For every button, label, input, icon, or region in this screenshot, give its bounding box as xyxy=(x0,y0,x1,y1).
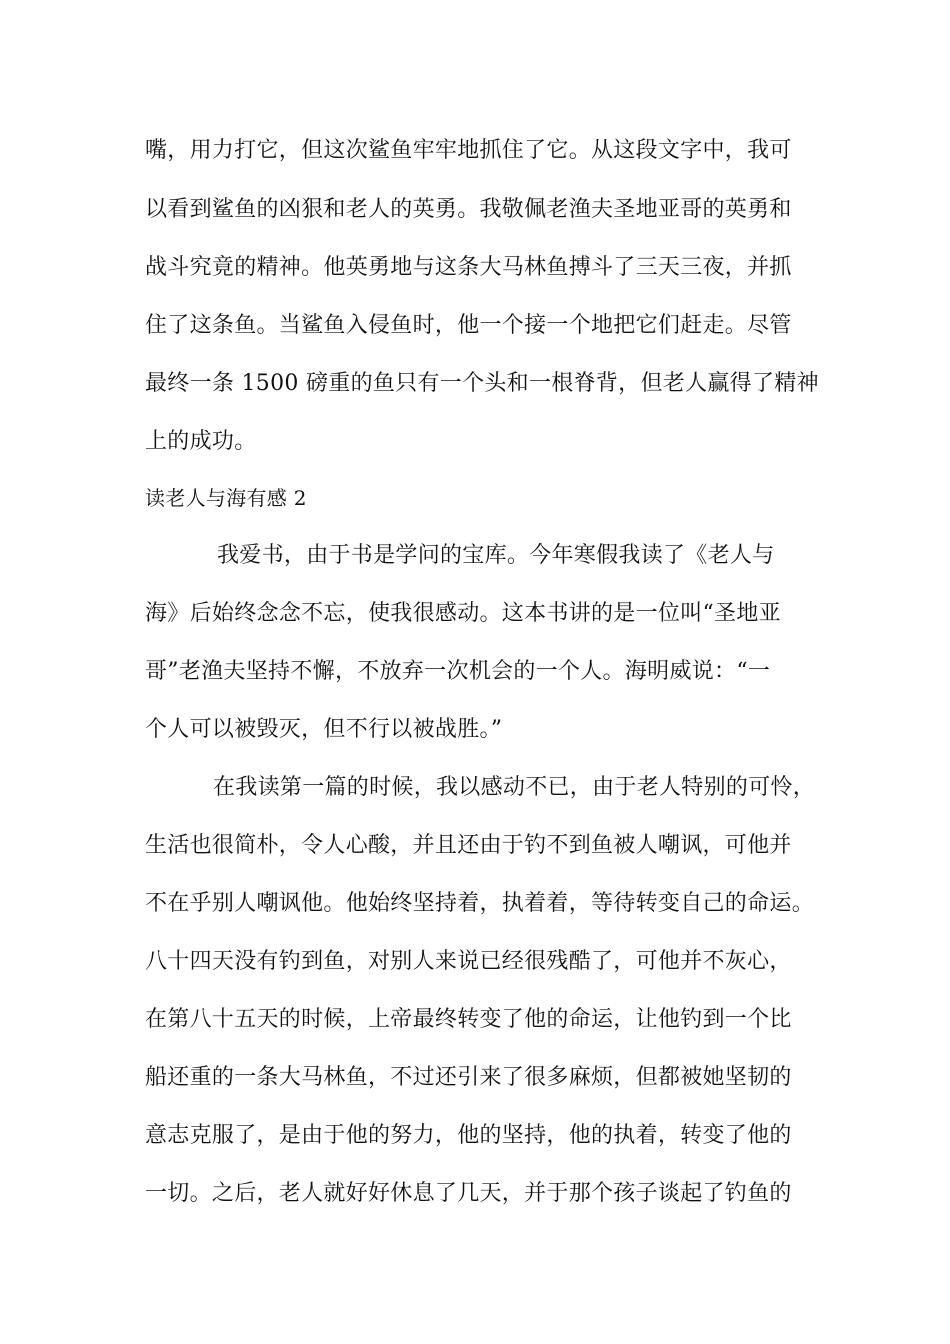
text-line: 生活也很简朴，令人心酸，并且还由于钓不到鱼被人嘲讽，可他并 xyxy=(145,833,792,858)
text-line: 一切。之后，老人就好好休息了几天，并于那个孩子谈起了钓鱼的 xyxy=(145,1181,792,1206)
text-line: 最终一条 1500 磅重的鱼只有一个头和一根脊背，但老人赢得了精神 xyxy=(145,371,819,396)
text-line: 八十四天没有钓到鱼，对别人来说已经很残酷了，可他并不灰心， xyxy=(145,949,792,974)
text-line: 上的成功。 xyxy=(145,429,257,454)
text-line: 住了这条鱼。当鲨鱼入侵鱼时，他一个接一个地把它们赶走。尽管 xyxy=(145,313,792,338)
text-line: 在我读第一篇的时候，我以感动不已，由于老人特别的可怜， xyxy=(213,775,816,800)
section-heading: 读老人与海有感 2 xyxy=(145,486,307,510)
text-line: 我爱书，由于书是学问的宝库。今年寒假我读了《老人与 xyxy=(217,543,775,568)
text-line: 嘴，用力打它，但这次鲨鱼牢牢地抓住了它。从这段文字中，我可 xyxy=(145,138,792,163)
text-line: 意志克服了，是由于他的努力，他的坚持，他的执着，转变了他的 xyxy=(145,1123,792,1148)
text-line: 不在乎别人嘲讽他。他始终坚持着，执着着，等待转变自己的命运。 xyxy=(145,891,815,916)
text-line: 以看到鲨鱼的凶狠和老人的英勇。我敬佩老渔夫圣地亚哥的英勇和 xyxy=(145,197,792,222)
text-line: 哥”老渔夫坚持不懈，不放弃一次机会的一个人。海明威说：“一 xyxy=(145,659,771,684)
text-line: 战斗究竟的精神。他英勇地与这条大马林鱼搏斗了三天三夜，并抓 xyxy=(145,255,792,280)
text-line: 船还重的一条大马林鱼，不过还引来了很多麻烦，但都被她坚韧的 xyxy=(145,1065,792,1090)
text-line: 海》后始终念念不忘，使我很感动。这本书讲的是一位叫“圣地亚 xyxy=(145,601,781,626)
text-line: 在第八十五天的时候，上帝最终转变了他的命运，让他钓到一个比 xyxy=(145,1007,792,1032)
text-line: 个人可以被毁灭，但不行以被战胜。” xyxy=(145,717,503,742)
